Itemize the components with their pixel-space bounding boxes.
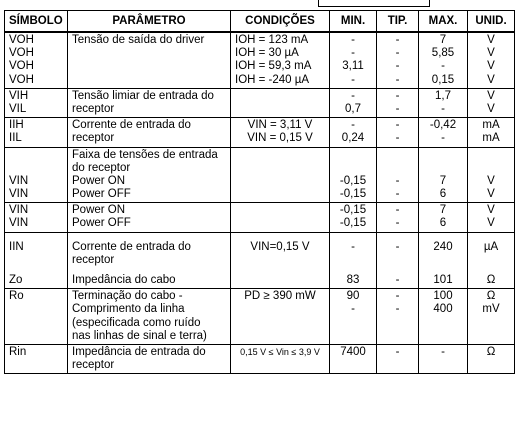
parameter-cell: Tensão limiar de entrada do receptor	[68, 88, 231, 117]
conditions-cell	[231, 203, 330, 232]
max-cell: 7 5,85 - 0,15	[419, 32, 468, 88]
parameter-cell: Power ON Power OFF	[68, 203, 231, 232]
unit-cell: Ω mV	[468, 289, 515, 345]
unit-cell: V V V V	[468, 32, 515, 88]
header-min: MIN.	[330, 11, 377, 33]
header-conditions: CONDIÇÕES	[231, 11, 330, 33]
table-row	[5, 147, 515, 203]
table-row	[5, 232, 515, 289]
header-parameter: PARÂMETRO	[68, 11, 231, 33]
unit-cell: µA Ω	[468, 232, 515, 289]
max-cell: 100 400	[419, 289, 468, 345]
min-cell: - 0,24	[330, 118, 377, 147]
max-cell: -	[419, 344, 468, 373]
unit-cell: mA mA	[468, 118, 515, 147]
max-cell: 1,7 -	[419, 88, 468, 117]
max-cell: 240 101	[419, 232, 468, 289]
parameter-cell: Corrente de entrada do receptor Impedância do cabo	[68, 232, 231, 289]
symbol-cell: VOH VOH VOH VOH	[5, 32, 68, 88]
symbol-cell: Ro	[5, 289, 68, 345]
tip-cell: - -	[377, 289, 419, 345]
unit-cell: V V	[468, 147, 515, 203]
parameter-cell: Terminação do cabo - Comprimento da linha (especificada como ruído nas linhas de sinal e terra)	[68, 289, 231, 345]
max-cell: 7 6	[419, 147, 468, 203]
parameter-cell: Impedância de entrada do receptor	[68, 344, 231, 373]
tip-cell: - -	[377, 147, 419, 203]
symbol-cell: IIH IIL	[5, 118, 68, 147]
min-cell: 90 -	[330, 289, 377, 345]
unit-cell: V V	[468, 203, 515, 232]
conditions-cell: PD ≥ 390 mW	[231, 289, 330, 345]
min-cell: -0,15 -0,15	[330, 147, 377, 203]
tip-cell: - -	[377, 88, 419, 117]
table-row	[5, 118, 515, 147]
unit-cell: V V	[468, 88, 515, 117]
table-row	[5, 203, 515, 232]
table-row	[5, 289, 515, 345]
conditions-cell: VIN=0,15 V	[231, 232, 330, 289]
symbol-cell: VIN VIN	[5, 147, 68, 203]
tip-cell: - -	[377, 232, 419, 289]
spec-table	[4, 10, 515, 374]
symbol-cell: IIN Zo	[5, 232, 68, 289]
unit-cell: Ω	[468, 344, 515, 373]
parameter-cell: Tensão de saída do driver	[68, 32, 231, 88]
header-max: MAX.	[419, 11, 468, 33]
min-cell: -0,15 -0,15	[330, 203, 377, 232]
max-cell: 7 6	[419, 203, 468, 232]
table-row	[5, 32, 515, 88]
header-unit: UNID.	[468, 11, 515, 33]
symbol-cell: VIN VIN	[5, 203, 68, 232]
header-symbol: SÍMBOLO	[5, 11, 68, 33]
table-row	[5, 344, 515, 373]
conditions-cell: IOH = 123 mA IOH = 30 µA IOH = 59,3 mA IOH = -240 µA	[231, 32, 330, 88]
max-cell: -0,42 -	[419, 118, 468, 147]
conditions-cell	[231, 147, 330, 203]
table-row	[5, 88, 515, 117]
symbol-cell: Rin	[5, 344, 68, 373]
min-cell: - 0,7	[330, 88, 377, 117]
conditions-cell: 0,15 V ≤ Vin ≤ 3,9 V	[231, 344, 330, 373]
tip-cell: -	[377, 344, 419, 373]
header-tip: TIP.	[377, 11, 419, 33]
tip-cell: - - - -	[377, 32, 419, 88]
conditions-cell	[231, 88, 330, 117]
header-row	[5, 11, 515, 33]
conditions-cell: VIN = 3,11 V VIN = 0,15 V	[231, 118, 330, 147]
symbol-cell: VIH VIL	[5, 88, 68, 117]
tip-cell: - -	[377, 118, 419, 147]
top-frame-fragment	[318, 0, 430, 7]
tip-cell: - -	[377, 203, 419, 232]
parameter-cell: Faixa de tensões de entrada do receptor Power ON Power OFF	[68, 147, 231, 203]
min-cell: - - 3,11 -	[330, 32, 377, 88]
min-cell: - 83	[330, 232, 377, 289]
min-cell: 7400	[330, 344, 377, 373]
parameter-cell: Corrente de entrada do receptor	[68, 118, 231, 147]
